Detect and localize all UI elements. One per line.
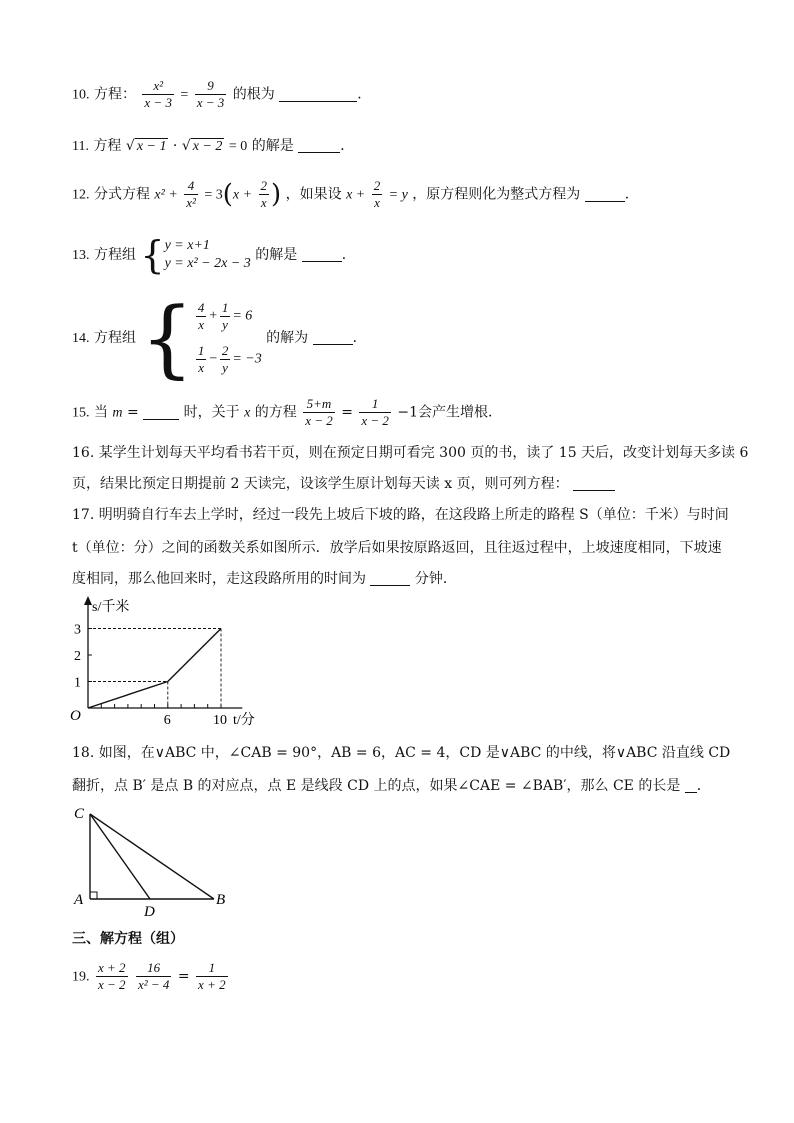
- question-lead: 分式方程: [93, 186, 150, 203]
- fraction-16-over-x2-4: $\frac{16}{\text{x² − 4}}$: [137, 960, 170, 992]
- label-a: A: [74, 892, 84, 908]
- question-16-line-2: [72, 473, 615, 493]
- question-tail: 的解是: [255, 247, 298, 263]
- question-12: 12. 分式方程 x² + $\frac{4}{\text{x²}}$ = 3(x + $\frac{2}{x}$ ) ，如果设 x + $\frac{2}{x}$ = y ，原方程则化为整式方程为 ．: [72, 178, 639, 210]
- answer-blank[interactable]: [302, 247, 342, 262]
- question-14: 14. 方程组 { $\frac{4}{x}$ + $\frac{1}{y}$ = 6 $\frac{1}{x}$ − $\frac{2}{y}$ = −3 的解为 ．: [72, 289, 367, 387]
- label-c: C: [74, 806, 85, 822]
- fraction-4-over-x2: $\frac{4}{\text{x²}}$: [186, 178, 196, 210]
- question-11: 11. 方程 √ x − 1 · √ x − 2 = 0 的解是 ．: [72, 138, 355, 154]
- fraction-2-over-x: $\frac{2}{x}$: [260, 178, 268, 210]
- fraction-5m-over-x-2: $\frac{5+m}{x - 2}$: [305, 396, 333, 428]
- answer-blank[interactable]: [585, 187, 625, 202]
- question-19: 19. $\frac{x + 2}{x - 2}$ $\frac{16}{\text{x² − 4}}$ = $\frac{1}{x + 2}$: [72, 960, 226, 992]
- x-tick-label: 6: [163, 713, 171, 728]
- label-b: B: [216, 892, 226, 908]
- y-axis-arrow: [84, 596, 92, 605]
- triangle-figure: [66, 800, 236, 920]
- question-number: 15.: [72, 405, 90, 421]
- y-tick-label: 1: [74, 675, 81, 691]
- question-lead: 方程组: [93, 247, 136, 263]
- distance-time-chart: [64, 593, 264, 728]
- answer-blank[interactable]: [313, 330, 353, 345]
- question-number: 11.: [72, 139, 89, 154]
- question-16-line-1: 16. 某学生计划每天平均看书若干页，则在预定日期可看完 300 页的书，读了 15 天后，改变计划每天多读 6: [72, 445, 749, 461]
- series-segment: [168, 629, 221, 682]
- question-18-line-1: 18. 如图，在∨ABC 中，∠CAB = 90°，AB = 6，AC = 4，CD 是∨ABC 的中线，将∨ABC 沿直线 CD: [72, 745, 731, 761]
- answer-blank[interactable]: [143, 405, 179, 420]
- question-end: 会产生增根．: [418, 404, 503, 421]
- equation-system: { y = x+1 y = x² − 2x − 3: [140, 233, 251, 277]
- right-angle-mark: [90, 892, 97, 899]
- question-number: 10.: [72, 87, 90, 103]
- question-mid: 时，关于: [183, 404, 240, 421]
- question-lead: 方程组: [93, 330, 136, 346]
- question-17-tail: 分钟．: [414, 571, 457, 587]
- x-tick-label: 10: [213, 713, 227, 728]
- question-lead: 方程：: [93, 86, 136, 103]
- question-number: 13.: [72, 248, 90, 263]
- fraction-2-over-x: $\frac{2}{x}$: [373, 178, 381, 210]
- question-17-text: 度相同，那么他回来时，走这段路所用的时间为: [72, 571, 366, 587]
- y-axis-label: s/千米: [92, 600, 130, 615]
- question-tail: 的解为: [266, 330, 309, 346]
- question-lead: 方程: [93, 138, 122, 154]
- y-tick-label: 3: [74, 622, 81, 638]
- sqrt-expression: √ x − 1 · √ x − 2 = 0: [125, 138, 248, 154]
- question-10: 10. 方程： $\frac{\text{x²}}{x - 3}$ = $\frac{9}{x - 3}$ 的根为 ．: [72, 78, 372, 110]
- y-tick-label: 2: [74, 649, 81, 664]
- fraction-x2-over-x-3: $\frac{\text{x²}}{x - 3}$: [144, 78, 172, 110]
- fraction-9-over-x-3: $\frac{9}{x - 3}$: [196, 78, 225, 110]
- question-18-line-2: [72, 775, 711, 795]
- section-heading: 三、解方程（组）: [72, 931, 184, 947]
- question-18-tail: ．: [696, 778, 711, 794]
- origin-label: O: [70, 708, 81, 724]
- fraction-1-over-x-2: $\frac{1}{x - 2}$: [361, 396, 389, 428]
- system-row-1: y = x+1: [164, 238, 210, 253]
- x-axis-label: t/分: [233, 713, 255, 728]
- question-18-text: 翻折，点 B′ 是点 B 的对应点，点 E 是线段 CD 上的点，如果∠CAE = ∠BAB′，那么 CE 的长是: [72, 778, 681, 794]
- question-tail: 的解是: [251, 138, 294, 154]
- question-tail: 的方程: [254, 404, 297, 421]
- question-17-line-3: [72, 568, 457, 588]
- fraction-x2-over-x-2: $\frac{x + 2}{x - 2}$: [97, 960, 126, 992]
- equation-system: { $\frac{4}{x}$ + $\frac{1}{y}$ = 6 $\frac{1}{x}$ − $\frac{2}{y}$ = −3: [140, 289, 262, 387]
- question-number: 14.: [72, 331, 90, 346]
- question-mid: ，如果设: [285, 186, 342, 203]
- question-13: 13. 方程组 { y = x+1 y = x² − 2x − 3 的解是 ．: [72, 233, 356, 277]
- fraction-1-over-x2: $\frac{1}{x + 2}$: [198, 960, 226, 992]
- answer-blank[interactable]: [573, 476, 615, 491]
- answer-blank[interactable]: [279, 87, 357, 102]
- question-17-line-2: t（单位：分）之间的函数关系如图所示．放学后如果按原路返回，且往返过程中，上坡速度相同，下坡速: [72, 540, 722, 556]
- segment-cb: [90, 814, 214, 899]
- question-lead: 当: [93, 404, 108, 421]
- question-16-text: 页，结果比预定日期提前 2 天读完，设该学生原计划每天读 x 页，则可列方程：: [72, 476, 569, 492]
- question-15: 15. 当 m = 时，关于 x 的方程 $\frac{5+m}{x - 2}$ = $\frac{1}{x - 2}$ −1会产生增根．: [72, 396, 503, 428]
- answer-blank[interactable]: [370, 571, 410, 586]
- question-17-line-1: 17. 明明骑自行车去上学时，经过一段先上坡后下坡的路，在这段路上所走的路程 S（单位：千米）与时间: [72, 507, 729, 523]
- question-tail: 的根为: [232, 86, 275, 103]
- question-tail: ，原方程则化为整式方程为: [412, 186, 581, 203]
- answer-blank[interactable]: [298, 138, 340, 153]
- segment-cd: [90, 814, 150, 899]
- answer-blank[interactable]: [685, 778, 697, 793]
- question-number: 19.: [72, 969, 90, 985]
- system-row-2: y = x² − 2x − 3: [164, 256, 251, 271]
- question-number: 12.: [72, 187, 90, 203]
- label-d: D: [144, 904, 155, 920]
